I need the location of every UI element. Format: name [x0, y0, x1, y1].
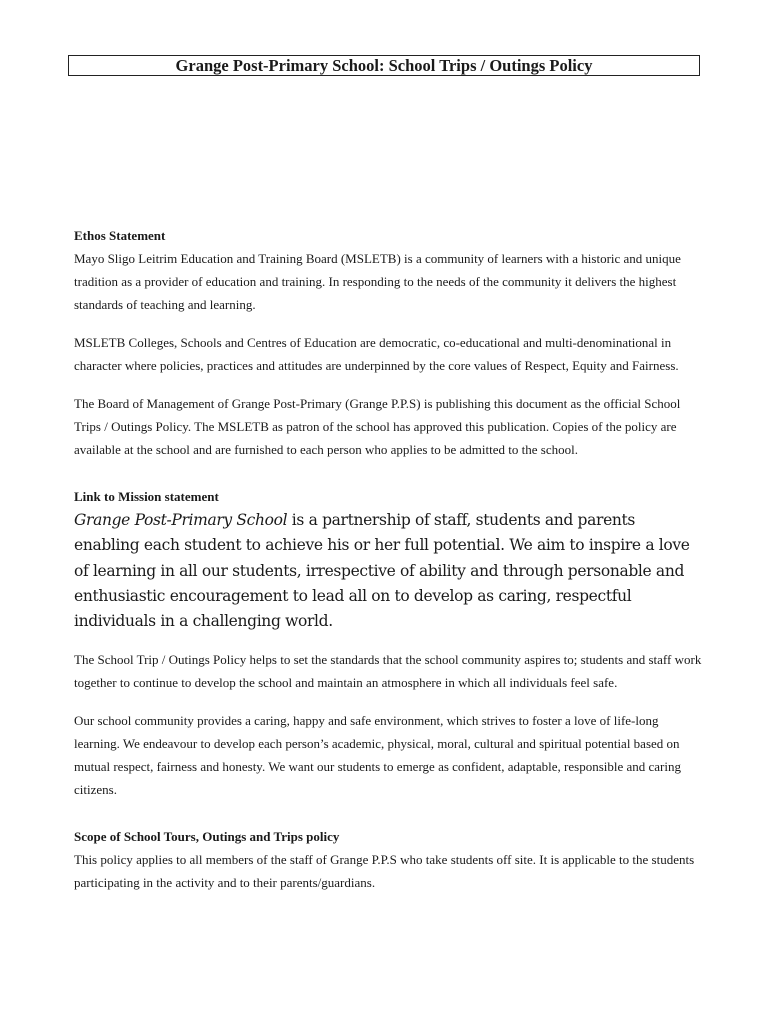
ethos-section: [74, 224, 704, 461]
mission-statement: [74, 508, 704, 634]
document-title: Grange Post-Primary School: School Trips / Outings Policy: [68, 55, 700, 76]
ethos-paragraph-2: MSLETB Colleges, Schools and Centres of Education are democratic, co-educational and multi-denominational in character where policies, practices and attitudes are underpinned by the core values of Respect, Equity and Fairness.: [74, 335, 679, 373]
ethos-heading: Ethos Statement: [74, 228, 166, 243]
mission-heading: Link to Mission statement: [74, 489, 219, 504]
scope-heading: Scope of School Tours, Outings and Trips policy: [74, 829, 340, 845]
document-body: [74, 224, 704, 894]
scope-paragraph-1: This policy applies to all members of the staff of Grange P.P.S who take students off site. It is applicable to the students participating in the activity and to their parents/guardians.: [74, 852, 695, 891]
mission-paragraph-1: The School Trip / Outings Policy helps to set the standards that the school community aspires to; students and staff work together to continue to develop the school and maintain an atmosphere in which all individuals feel safe.: [74, 652, 702, 691]
ethos-paragraph-1: Mayo Sligo Leitrim Education and Training Board (MSLETB) is a community of learners with a historic and unique tradition as a provider of education and training. In responding to the needs of the community it delivers the highest standards of teaching and learning.: [74, 251, 681, 312]
ethos-paragraph-3: The Board of Management of Grange Post-Primary (Grange P.P.S) is publishing this document as the official School Trips / Outings Policy. The MSLETB as patron of the school has approved this publication. Copies of the policy are available at the school and are furnished to each person who applies to be admitted to the school.: [74, 396, 681, 457]
mission-statement-text: is a partnership of staff, students and parents enabling each student to achieve his or her full potential. We aim to inspire a love of learning in all our students, irrespective of ability and through personable and enthusiastic encouragement to lead all on to develop as caring, respectful individuals in a challenging world.: [74, 511, 690, 631]
scope-section: [74, 825, 704, 894]
mission-school-name: Grange Post-Primary School: [74, 511, 288, 529]
mission-paragraph-2: Our school community provides a caring, happy and safe environment, which strives to foster a love of life-long learning. We endeavour to develop each person’s academic, physical, moral, cultural and spiritual potential based on mutual respect, fairness and honesty. We want our students to emerge as confident, adaptable, responsible and caring citizens.: [74, 713, 682, 798]
mission-section: [74, 485, 704, 801]
